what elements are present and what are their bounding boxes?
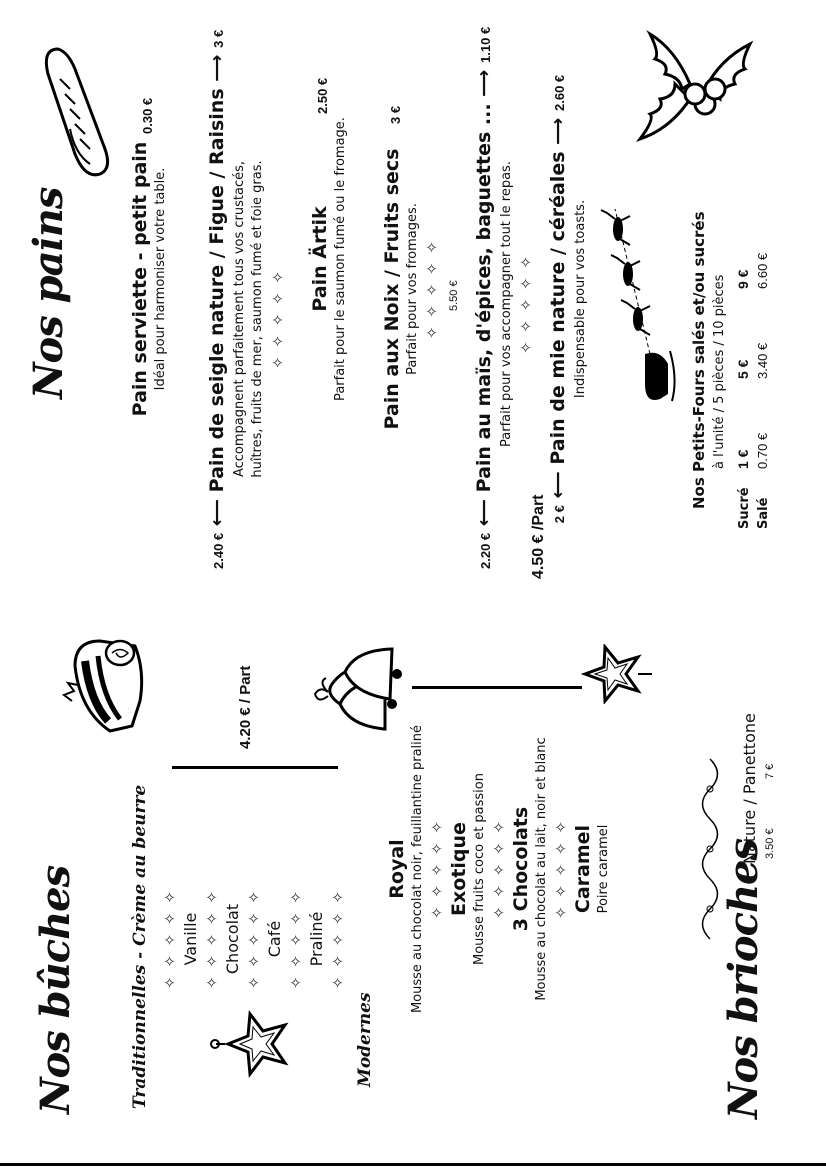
- petits-fours-price: 1 €: [735, 449, 751, 469]
- modern-item-desc: Mousse fruits coco et passion: [472, 773, 487, 965]
- star-wand-icon: [580, 644, 655, 704]
- modern-item-desc: Mousse au chocolat au lait, noir et blanc: [534, 737, 549, 1001]
- pain-name: [472, 26, 498, 569]
- petits-fours-price: 6.60 €: [755, 252, 770, 289]
- traditional-item: Vanille: [181, 912, 200, 966]
- brioches-price-small: 3.50 €: [764, 828, 776, 859]
- pain-item: [546, 69, 590, 529]
- modern-item-desc: Poire caramel: [596, 824, 611, 914]
- traditional-item: Chocolat: [223, 903, 242, 975]
- traditional-item: Café: [265, 920, 284, 958]
- pains-title: Nos pains: [25, 187, 72, 399]
- pain-name-text: Pain au maïs, d'épices, baguettes ...: [473, 103, 495, 493]
- modern-item-name: Exotique: [448, 822, 470, 916]
- pain-desc: Parfait pour vos accompagner tout le repas.: [499, 161, 514, 447]
- pain-price-right: 2.60 €: [552, 74, 567, 111]
- buches-title: Nos bûches: [32, 865, 79, 1114]
- pain-name-text: Pain de mie nature / céréales: [547, 151, 569, 465]
- petits-fours-price: 3.40 €: [755, 342, 770, 379]
- arrow-left-icon: ⟵: [206, 498, 228, 527]
- pain-desc: Parfait pour le saumon fumé ou le fromage.: [333, 117, 348, 401]
- pain-price-left: 2 €: [552, 505, 567, 524]
- pain-name: [546, 69, 572, 529]
- petits-fours-price: 9 €: [735, 269, 751, 289]
- pain-desc: Indispensable pour vos toasts.: [573, 199, 588, 399]
- modern-heading: Modernes: [355, 992, 375, 1087]
- holly-icon: [630, 29, 770, 159]
- arrow-right-icon: ⟶: [473, 69, 495, 97]
- pain-price: 2.50 €: [315, 77, 330, 114]
- pain-price: 3 €: [388, 105, 403, 124]
- traditional-heading: Traditionnelles - Crème au beurre: [130, 784, 150, 1109]
- pain-price-extra: 5.50 €: [448, 280, 460, 311]
- pain-item: [380, 139, 442, 439]
- modern-item-desc: Mousse au chocolat noir, feuillantine praliné: [410, 724, 425, 1014]
- swirl-divider-icon: [690, 744, 730, 944]
- petits-fours-price: 0.70 €: [755, 432, 770, 469]
- arrow-right-icon: ⟶: [206, 54, 228, 82]
- modern-price-label: 4.50 € /Part: [530, 494, 547, 579]
- petits-fours-title: Nos Petits-Fours salés et/ou sucrés: [690, 211, 708, 509]
- petits-fours-row: [755, 199, 775, 529]
- ornament: ✧ ✧ ✧ ✧ ✧: [161, 889, 179, 989]
- brioches-price-large: 7 €: [764, 763, 776, 779]
- page-bottom-rule: [0, 1163, 826, 1166]
- traditional-bracket: [172, 766, 338, 769]
- pain-price-left: 2.40 €: [211, 532, 226, 569]
- pain-name: Pain Ärtik: [309, 206, 331, 312]
- petits-fours-row-label: Salé: [756, 497, 771, 529]
- baguette-icon: [40, 44, 115, 184]
- star-ornament-icon: [210, 999, 300, 1089]
- brioches-title: Nos brioches: [720, 838, 767, 1119]
- modern-item-name: 3 Chocolats: [510, 806, 532, 932]
- petits-fours-row-label: Sucré: [737, 487, 752, 529]
- ornament: ✧ ✧ ✧ ✧ ✧: [490, 819, 508, 919]
- pain-item: [128, 129, 170, 429]
- modern-list: [385, 714, 613, 1024]
- pain-name: Pain aux Noix / Fruits secs: [381, 148, 403, 430]
- sleigh-reindeer-icon: [590, 199, 680, 409]
- pain-price: 0.30 €: [140, 97, 155, 134]
- petits-fours-units: à l'unité / 5 pièces / 10 pièces: [712, 274, 727, 469]
- modern-item-name: Royal: [386, 839, 408, 899]
- ornament: ✧ ✧ ✧ ✧ ✧: [245, 889, 263, 989]
- petits-fours-row: [735, 199, 755, 529]
- modern-bracket: [412, 686, 582, 689]
- pain-item: [205, 29, 289, 569]
- arrow-left-icon: ⟵: [473, 498, 495, 527]
- brioches-item: Nature / Panettone: [740, 713, 759, 864]
- ornament: ✧ ✧ ✧ ✧ ✧: [423, 239, 441, 339]
- pain-item: [472, 26, 536, 569]
- ornament: ✧ ✧ ✧ ✧ ✧: [517, 254, 535, 354]
- ornament: ✧ ✧ ✧ ✧ ✧: [203, 889, 221, 989]
- pain-price-right: 3 €: [211, 29, 226, 48]
- ornament: ✧ ✧ ✧ ✧ ✧: [287, 889, 305, 989]
- traditional-item: Praliné: [307, 911, 326, 967]
- pain-name: [205, 29, 231, 569]
- pain-name: Pain serviette - petit pain: [129, 141, 151, 417]
- pain-desc: Accompagnent parfaitement tous vos crustacés, huîtres, fruits de mer, saumon fumé et foie gras.: [232, 160, 265, 478]
- yule-log-icon: [60, 631, 155, 741]
- ornament: ✧ ✧ ✧ ✧ ✧: [428, 819, 446, 919]
- ornament: ✧ ✧ ✧ ✧ ✧: [329, 889, 347, 989]
- arrow-right-icon: ⟶: [547, 117, 569, 145]
- pain-price-right: 1.10 €: [478, 26, 493, 63]
- pain-desc: Idéal pour harmoniser votre table.: [153, 167, 168, 391]
- ornament: ✧ ✧ ✧ ✧ ✧: [269, 269, 287, 369]
- pain-desc: Parfait pour vos fromages.: [405, 203, 420, 375]
- traditional-price: 4.20 € / Part: [237, 665, 254, 749]
- petits-fours-price: 5 €: [735, 359, 751, 379]
- ornament: ✧ ✧ ✧ ✧ ✧: [552, 819, 570, 919]
- pain-name-text: Pain de seigle nature / Figue / Raisins: [206, 88, 228, 493]
- petits-fours-table: [735, 199, 775, 529]
- arrow-left-icon: ⟵: [547, 471, 569, 499]
- modern-item-name: Caramel: [572, 824, 594, 914]
- pain-price-left: 2.20 €: [478, 532, 493, 569]
- pain-item: [308, 109, 350, 409]
